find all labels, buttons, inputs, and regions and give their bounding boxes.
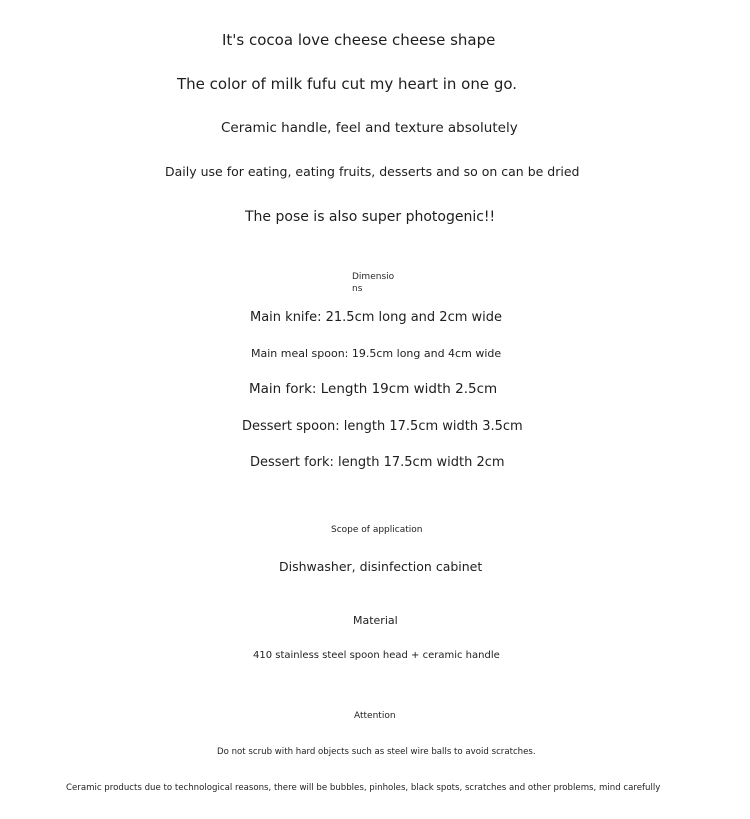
dimension-item-main-fork: Main fork: Length 19cm width 2.5cm <box>249 381 498 397</box>
dimensions-heading-part2: ns <box>352 284 363 294</box>
dimension-item-dessert-fork: Dessert fork: length 17.5cm width 2cm <box>250 455 505 470</box>
dimension-item-dessert-spoon: Dessert spoon: length 17.5cm width 3.5cm <box>242 419 523 434</box>
scope-text: Dishwasher, disinfection cabinet <box>279 559 483 574</box>
dimension-item-main-meal-spoon: Main meal spoon: 19.5cm long and 4cm wide <box>251 347 502 360</box>
intro-line-handle: Ceramic handle, feel and texture absolutely <box>221 120 518 136</box>
dimension-item-main-knife: Main knife: 21.5cm long and 2cm wide <box>250 310 503 325</box>
intro-line-daily-use: Daily use for eating, eating fruits, desserts and so on can be dried <box>165 164 580 179</box>
attention-heading: Attention <box>354 711 396 721</box>
dimensions-heading <box>352 271 402 295</box>
intro-line-color: The color of milk fufu cut my heart in one go. <box>177 75 518 93</box>
intro-line-pose: The pose is also super photogenic!! <box>245 209 496 225</box>
attention-line-ceramic: Ceramic products due to technological reasons, there will be bubbles, pinholes, black spots, scratches and other problems, mind carefully <box>66 783 661 793</box>
scope-heading: Scope of application <box>331 525 423 535</box>
material-text: 410 stainless steel spoon head + ceramic handle <box>253 650 500 661</box>
material-heading: Material <box>353 614 398 627</box>
dimensions-heading-part1: Dimensio <box>352 272 395 282</box>
intro-line-shape: It's cocoa love cheese cheese shape <box>222 31 496 49</box>
attention-line-scrub: Do not scrub with hard objects such as steel wire balls to avoid scratches. <box>217 747 536 757</box>
